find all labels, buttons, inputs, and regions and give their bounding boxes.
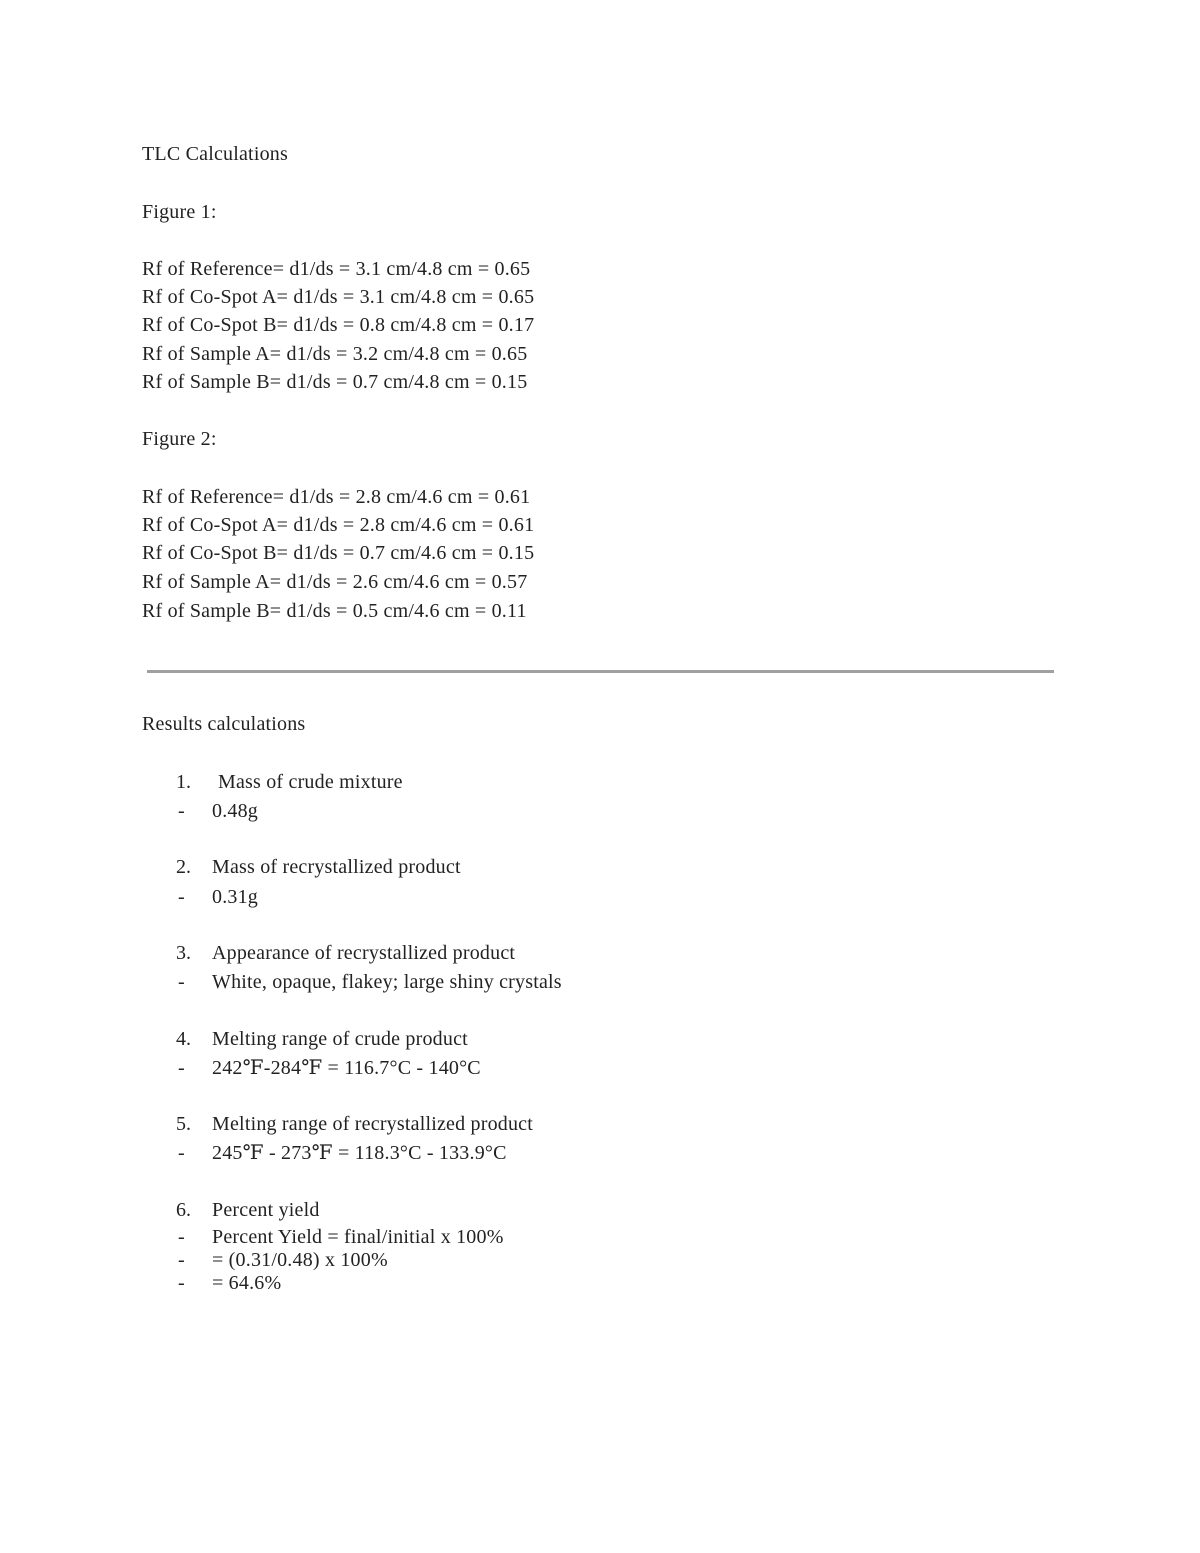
list-item-detail: 245℉ - 273℉ = 118.3°C - 133.9°C: [212, 1142, 507, 1164]
figure1-row: Rf of Co-Spot A= d1/ds = 3.1 cm/4.8 cm = 0.65: [142, 286, 535, 308]
bullet-dash: -: [178, 1272, 185, 1294]
list-item-detail: 0.48g: [212, 800, 258, 822]
bullet-dash: -: [178, 886, 185, 908]
figure2-row: Rf of Sample A= d1/ds = 2.6 cm/4.6 cm = 0.57: [142, 571, 528, 593]
list-item-detail: White, opaque, flakey; large shiny crystals: [212, 971, 562, 993]
figure2-row: Rf of Co-Spot A= d1/ds = 2.8 cm/4.6 cm = 0.61: [142, 514, 535, 536]
figure1-label: Figure 1:: [142, 201, 217, 223]
bullet-dash: -: [178, 1249, 185, 1271]
list-item-number: 6.: [176, 1199, 191, 1221]
figure1-row: Rf of Sample A= d1/ds = 3.2 cm/4.8 cm = 0.65: [142, 343, 528, 365]
list-item-number: 5.: [176, 1113, 191, 1135]
figure2-label: Figure 2:: [142, 428, 217, 450]
bullet-dash: -: [178, 1142, 185, 1164]
list-item-detail: 0.31g: [212, 886, 258, 908]
list-item-number: 3.: [176, 942, 191, 964]
figure2-row: Rf of Reference= d1/ds = 2.8 cm/4.6 cm = 0.61: [142, 486, 531, 508]
bullet-dash: -: [178, 1057, 185, 1079]
bullet-dash: -: [178, 800, 185, 822]
list-item-label: Percent yield: [212, 1199, 320, 1221]
list-item-detail: = 64.6%: [212, 1272, 282, 1294]
list-item-label: Appearance of recrystallized product: [212, 942, 516, 964]
horizontal-divider: [147, 670, 1054, 673]
figure2-row: Rf of Sample B= d1/ds = 0.5 cm/4.6 cm = 0.11: [142, 600, 527, 622]
list-item-label: Melting range of recrystallized product: [212, 1113, 534, 1135]
list-item-label: Mass of recrystallized product: [212, 856, 461, 878]
bullet-dash: -: [178, 971, 185, 993]
document-title: TLC Calculations: [142, 143, 288, 165]
list-item-label: Melting range of crude product: [212, 1028, 468, 1050]
bullet-dash: -: [178, 1226, 185, 1248]
list-item-detail: 242℉-284℉ = 116.7°C - 140°C: [212, 1057, 481, 1079]
figure1-row: Rf of Sample B= d1/ds = 0.7 cm/4.8 cm = 0.15: [142, 371, 528, 393]
list-item-number: 2.: [176, 856, 191, 878]
figure1-row: Rf of Reference= d1/ds = 3.1 cm/4.8 cm = 0.65: [142, 258, 531, 280]
figure2-row: Rf of Co-Spot B= d1/ds = 0.7 cm/4.6 cm = 0.15: [142, 542, 535, 564]
list-item-number: 1.: [176, 771, 191, 793]
list-item-label: Mass of crude mixture: [218, 771, 403, 793]
list-item-number: 4.: [176, 1028, 191, 1050]
list-item-detail: = (0.31/0.48) x 100%: [212, 1249, 388, 1271]
figure1-row: Rf of Co-Spot B= d1/ds = 0.8 cm/4.8 cm = 0.17: [142, 314, 535, 336]
list-item-detail: Percent Yield = final/initial x 100%: [212, 1226, 504, 1248]
results-heading: Results calculations: [142, 713, 306, 735]
